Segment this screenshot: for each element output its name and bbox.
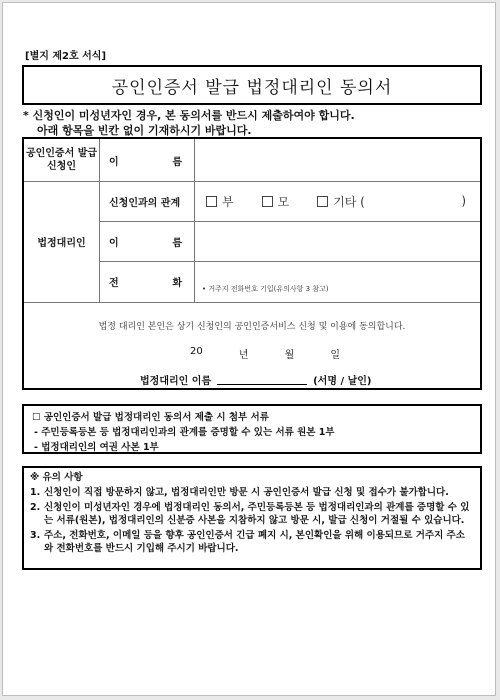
signature-suffix: (서명 / 날인) xyxy=(313,376,372,387)
notice-item: 1. 신청인이 직접 방문하지 않고, 법정대리인만 방문 시 공인인증서 발급 신청 및 접수가 불가합니다. xyxy=(30,487,449,498)
signature-label: 법정대리인 이름 xyxy=(140,376,212,387)
guardian-name-label: 이 름 xyxy=(109,237,182,249)
checkbox-icon xyxy=(262,196,273,207)
checkbox-icon xyxy=(317,196,328,207)
instruction-note-2: 아래 항목을 빈칸 없이 기재하시기 바랍니다. xyxy=(37,124,252,137)
date-row: 20 년 월 일 xyxy=(190,346,340,361)
attachment-item: - 주민등록등본 등 법정대리인과의 관계를 증명할 수 있는 서류 원본 1부 xyxy=(34,427,335,438)
notice-box xyxy=(22,466,482,570)
signature-row xyxy=(140,372,372,387)
notice-heading: ※ 유의 사항 xyxy=(30,472,83,483)
attachments-heading: ☐ 공인인증서 발급 법정대리인 동의서 제출 시 첨부 서류 xyxy=(32,412,269,423)
phone-note: • 거주지 전화번호 기입(유의사항 3 참고) xyxy=(202,285,329,293)
guardian-name-field[interactable] xyxy=(194,221,480,261)
relation-father-checkbox[interactable]: 부 xyxy=(206,193,234,210)
consent-table xyxy=(22,137,482,390)
notice-item: 3. 주소, 전화번호, 이메일 등을 향후 공인인증서 긴급 폐지 시, 본인확인을 위해 이용되므로 거주지 주소와 전화번호를 반드시 기입해 주시기 바랍니다. xyxy=(30,530,465,554)
signature-line[interactable] xyxy=(217,374,307,385)
relation-options xyxy=(194,181,480,221)
checkbox-icon xyxy=(206,196,217,207)
phone-field[interactable] xyxy=(194,261,480,302)
form-page xyxy=(2,2,496,696)
form-number: [별지 제2호 서식] xyxy=(25,51,107,62)
relation-mother-checkbox[interactable]: 모 xyxy=(262,193,290,210)
applicant-label: 공인인증서 발급 신청인 xyxy=(25,148,98,172)
notice-item: 2. 신청인이 미성년자인 경우에 법정대리인 동의서, 주민등록등본 등 법정대리인과의 관계를 증명할 수 있는 서류(원본), 법정대리인의 신분증 사본을 지참하지 않고 방문 시, 발급 신청이 거절될 수 있습니다. xyxy=(30,502,470,526)
consent-text: 법정 대리인 본인은 상기 신청인의 공인인증서비스 신청 및 이용에 동의합니다. xyxy=(98,322,406,332)
attachments-box xyxy=(22,404,482,454)
attachment-item: - 법정대리인의 여권 사본 1부 xyxy=(34,442,159,453)
instruction-note-1: * 신청인이 미성년자인 경우, 본 동의서를 반드시 제출하여야 합니다. xyxy=(23,109,355,122)
guardian-label: 법정대리인 xyxy=(37,238,86,249)
relation-other-checkbox[interactable]: 기타 ( xyxy=(317,193,365,210)
relation-label: 신청인과의 관계 xyxy=(109,197,181,209)
form-title: 공인인증서 발급 법정대리인 동의서 xyxy=(22,65,482,105)
phone-label: 전 화 xyxy=(109,278,182,289)
relation-other-close: ) xyxy=(461,194,466,208)
applicant-name-field[interactable] xyxy=(194,139,480,181)
applicant-name-label: 이 름 xyxy=(109,156,182,168)
